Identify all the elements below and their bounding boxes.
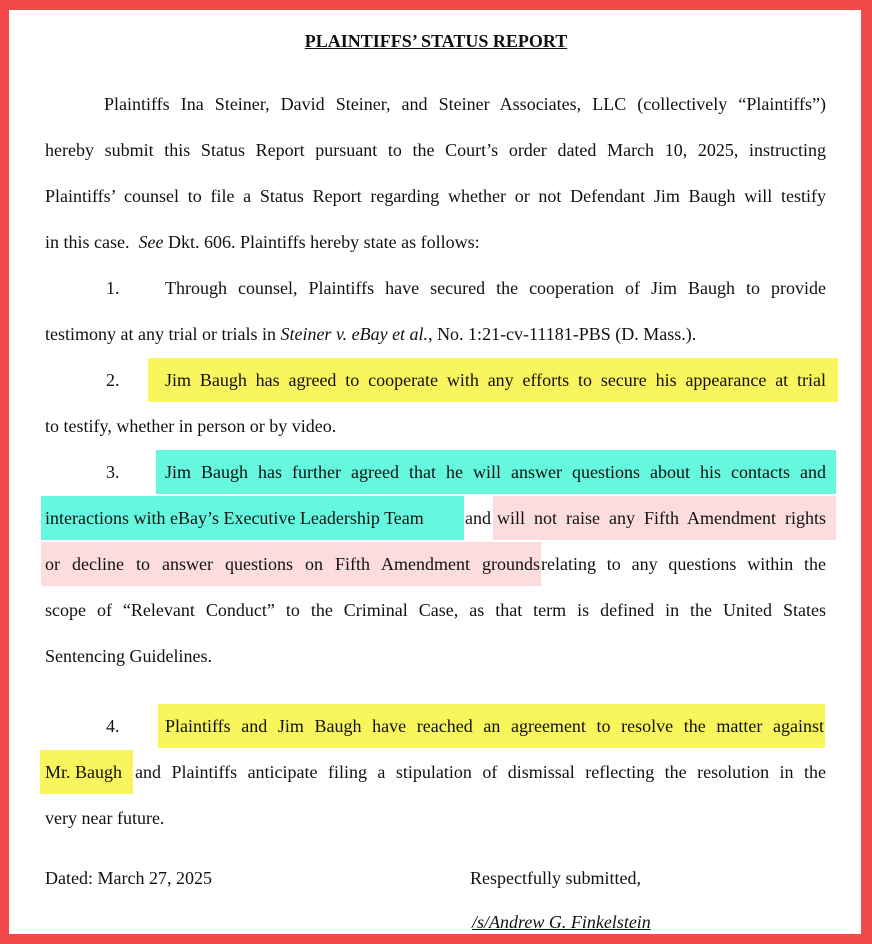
item-line xyxy=(45,323,696,345)
item-line: Jim Baugh has agreed to cooperate with any efforts to secure his appearance at trial xyxy=(165,370,826,390)
document-title: PLAINTIFFS’ STATUS REPORT xyxy=(304,31,568,51)
intro-line: Plaintiffs Ina Steiner, David Steiner, and Steiner Associates, LLC (collectively “Plaintiffs”) xyxy=(104,94,826,114)
bottom-border xyxy=(0,934,872,944)
item-line: Through counsel, Plaintiffs have secured the cooperation of Jim Baugh to provide xyxy=(165,278,826,298)
item-line: Plaintiffs and Jim Baugh have reached an agreement to resolve the matter against xyxy=(165,716,824,736)
item-line: relating to any questions within the xyxy=(541,554,826,574)
item-line: Mr. Baugh xyxy=(45,762,123,782)
signature: /s/Andrew G. Finkelstein xyxy=(472,912,651,932)
item-number: 2. xyxy=(106,370,120,390)
item-number: 3. xyxy=(106,462,120,482)
item-line: and xyxy=(465,508,491,528)
intro-line: Plaintiffs’ counsel to file a Status Report regarding whether or not Defendant Jim Baugh will testify xyxy=(45,186,826,206)
item-line: scope of “Relevant Conduct” to the Criminal Case, as that term is defined in the United States xyxy=(45,600,826,620)
item-line: and Plaintiffs anticipate filing a stipulation of dismissal reflecting the resolution in the xyxy=(135,762,826,782)
item-line: to testify, whether in person or by video. xyxy=(45,416,337,436)
dated-line: Dated: March 27, 2025 xyxy=(45,868,212,888)
item-text: , No. 1:21-cv-11181-PBS (D. Mass.). xyxy=(428,324,697,344)
intro-line xyxy=(45,231,480,253)
closing-line: Respectfully submitted, xyxy=(470,868,641,888)
item-line: Jim Baugh has further agreed that he will answer questions about his contacts and xyxy=(165,462,826,482)
item-number: 1. xyxy=(106,278,120,298)
intro-line: hereby submit this Status Report pursuant to the Court’s order dated March 10, 2025, instructing xyxy=(45,140,826,160)
intro-text: in this case. xyxy=(45,232,130,252)
item-line: Sentencing Guidelines. xyxy=(45,646,212,666)
item-line: very near future. xyxy=(45,808,165,828)
item-text: testimony at any trial or trials in xyxy=(45,324,276,344)
see-signal: See xyxy=(138,232,164,252)
intro-text: Dkt. 606. Plaintiffs hereby state as follows: xyxy=(167,232,480,252)
item-line: or decline to answer questions on Fifth Amendment grounds xyxy=(45,554,540,574)
item-line: will not raise any Fifth Amendment rights xyxy=(497,508,826,528)
item-line: interactions with eBay’s Executive Leadership Team xyxy=(45,508,424,528)
case-name: Steiner v. eBay et al. xyxy=(280,324,429,344)
item-number: 4. xyxy=(106,716,120,736)
